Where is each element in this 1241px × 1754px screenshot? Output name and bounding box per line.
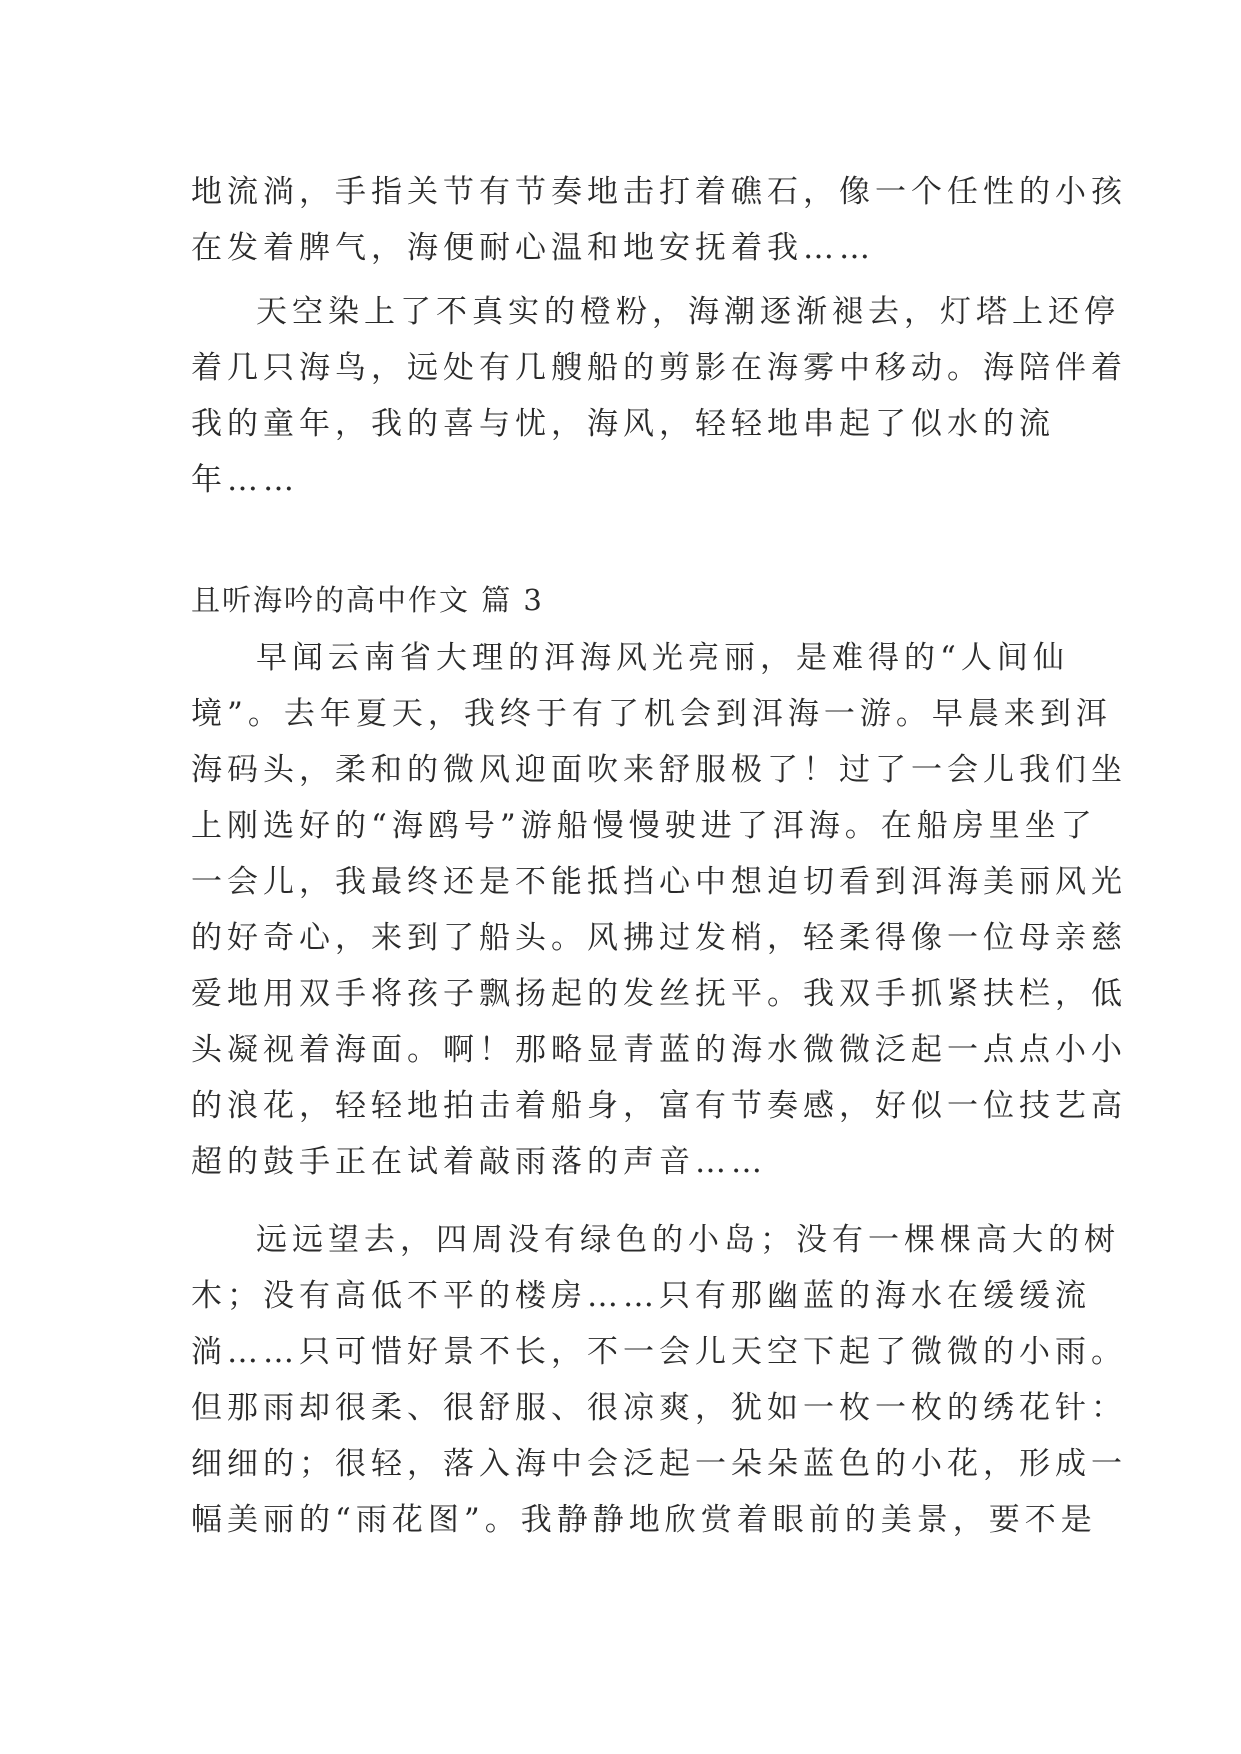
paragraph-line: 境”。去年夏天，我终于有了机会到洱海一游。早晨来到洱 bbox=[191, 696, 1112, 732]
paragraph-line: 上刚选好的“海鸥号”游船慢慢驶进了洱海。在船房里坐了 bbox=[191, 808, 1097, 844]
paragraph-line: 远远望去，四周没有绿色的小岛；没有一棵棵高大的树 bbox=[256, 1222, 1120, 1258]
paragraph-line: 淌……只可惜好景不长，不一会儿天空下起了微微的小雨。 bbox=[191, 1334, 1127, 1370]
paragraph-line: 年…… bbox=[191, 462, 299, 498]
paragraph-line: 细细的；很轻，落入海中会泛起一朵朵蓝色的小花，形成一 bbox=[191, 1446, 1127, 1482]
paragraph-line: 超的鼓手正在试着敲雨落的声音…… bbox=[191, 1144, 767, 1180]
paragraph-line: 幅美丽的“雨花图”。我静静地欣赏着眼前的美景，要不是 bbox=[191, 1502, 1097, 1538]
paragraph-line: 木；没有高低不平的楼房……只有那幽蓝的海水在缓缓流 bbox=[191, 1278, 1091, 1314]
paragraph-line: 的浪花，轻轻地拍击着船身，富有节奏感，好似一位技艺高 bbox=[191, 1088, 1127, 1124]
paragraph-line: 但那雨却很柔、很舒服、很凉爽，犹如一枚一枚的绣花针： bbox=[191, 1390, 1127, 1426]
paragraph-line: 爱地用双手将孩子飘扬起的发丝抚平。我双手抓紧扶栏，低 bbox=[191, 976, 1127, 1012]
paragraph-line: 在发着脾气，海便耐心温和地安抚着我…… bbox=[191, 230, 875, 266]
paragraph-line: 地流淌，手指关节有节奏地击打着礁石，像一个任性的小孩 bbox=[191, 174, 1127, 210]
paragraph-line: 早闻云南省大理的洱海风光亮丽，是难得的“人间仙 bbox=[256, 640, 1069, 676]
section-heading: 且听海吟的高中作文 篇 3 bbox=[191, 583, 544, 617]
paragraph-line: 头凝视着海面。啊！那略显青蓝的海水微微泛起一点点小小 bbox=[191, 1032, 1127, 1068]
paragraph-line: 一会儿，我最终还是不能抵挡心中想迫切看到洱海美丽风光 bbox=[191, 864, 1127, 900]
paragraph-line: 的好奇心，来到了船头。风拂过发梢，轻柔得像一位母亲慈 bbox=[191, 920, 1127, 956]
paragraph-line: 天空染上了不真实的橙粉，海潮逐渐褪去，灯塔上还停 bbox=[256, 294, 1120, 330]
paragraph-line: 着几只海鸟，远处有几艘船的剪影在海雾中移动。海陪伴着 bbox=[191, 350, 1127, 386]
paragraph-line: 我的童年，我的喜与忧，海风，轻轻地串起了似水的流 bbox=[191, 406, 1055, 442]
paragraph-line: 海码头，柔和的微风迎面吹来舒服极了！过了一会儿我们坐 bbox=[191, 752, 1127, 788]
